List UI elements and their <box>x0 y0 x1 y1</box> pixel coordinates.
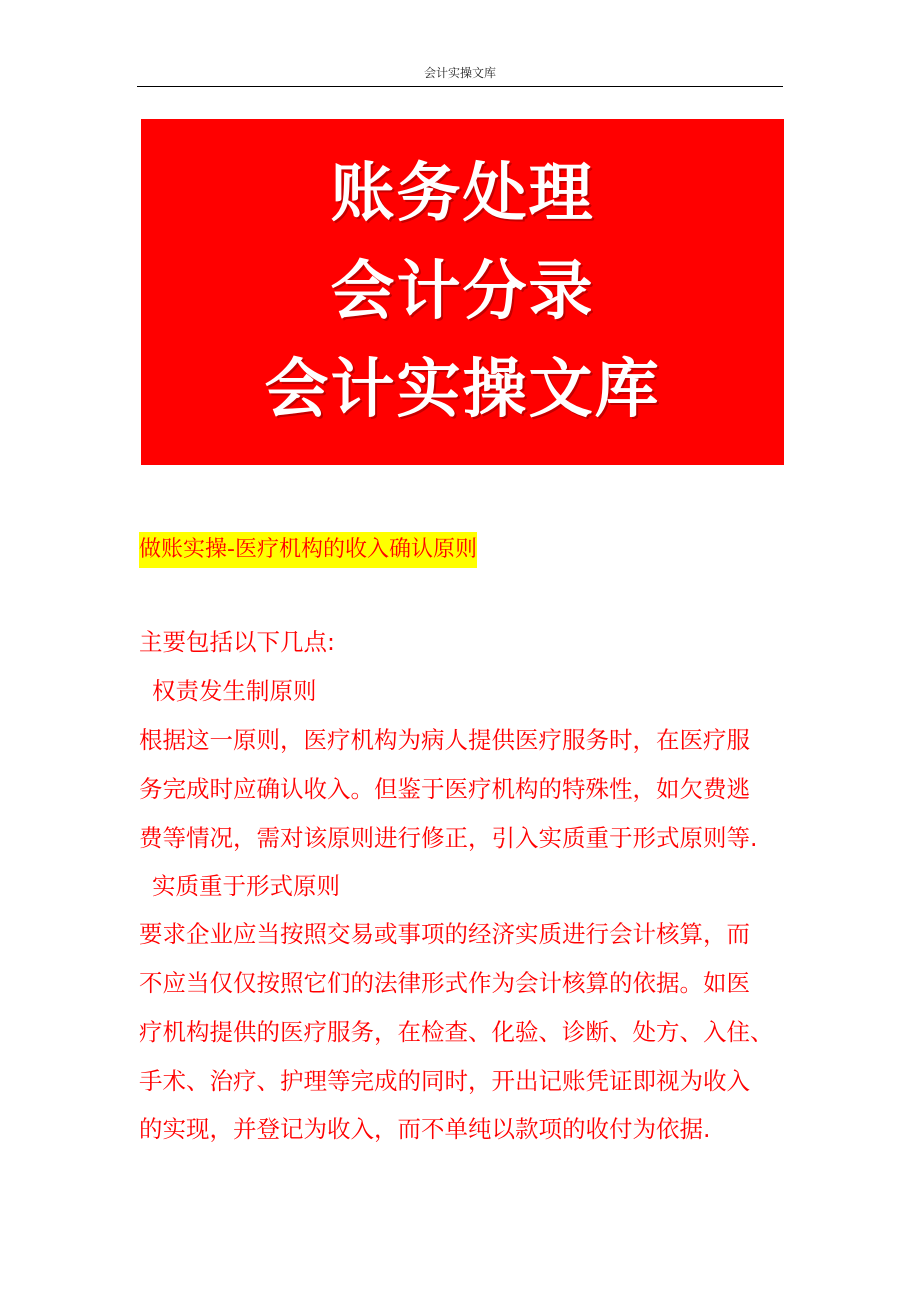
banner-line-1: 账务处理 <box>330 157 595 231</box>
paragraph-line: 手术、治疗、护理等完成的同时，开出记账凭证即视为收入 <box>139 1067 750 1095</box>
section-heading-substance: 实质重于形式原则 <box>152 872 340 900</box>
paragraph-line: 不应当仅仅按照它们的法律形式作为会计核算的依据。如医 <box>139 969 750 997</box>
banner-line-3: 会计实操文库 <box>264 353 661 427</box>
paragraph-line: 根据这一原则，医疗机构为病人提供医疗服务时，在医疗服 <box>139 726 750 754</box>
paragraph-line: 疗机构提供的医疗服务，在检查、化验、诊断、处方、入住、 <box>139 1018 774 1046</box>
cover-banner <box>141 119 784 465</box>
header-title: 会计实操文库 <box>423 66 496 80</box>
paragraph-line: 务完成时应确认收入。但鉴于医疗机构的特殊性，如欠费逃 <box>139 775 750 803</box>
banner-line-2: 会计分录 <box>330 255 595 329</box>
paragraph-line: 的实现，并登记为收入，而不单纯以款项的收付为依据. <box>139 1115 711 1143</box>
paragraph-line: 费等情况，需对该原则进行修正，引入实质重于形式原则等. <box>139 824 758 852</box>
section-heading-accrual: 权责发生制原则 <box>152 677 317 705</box>
paragraph-line: 要求企业应当按照交易或事项的经济实质进行会计核算，而 <box>139 920 750 948</box>
page-header <box>137 62 783 87</box>
intro-line: 主要包括以下几点: <box>139 628 335 656</box>
document-title: 做账实操-医疗机构的收入确认原则 <box>139 532 477 568</box>
